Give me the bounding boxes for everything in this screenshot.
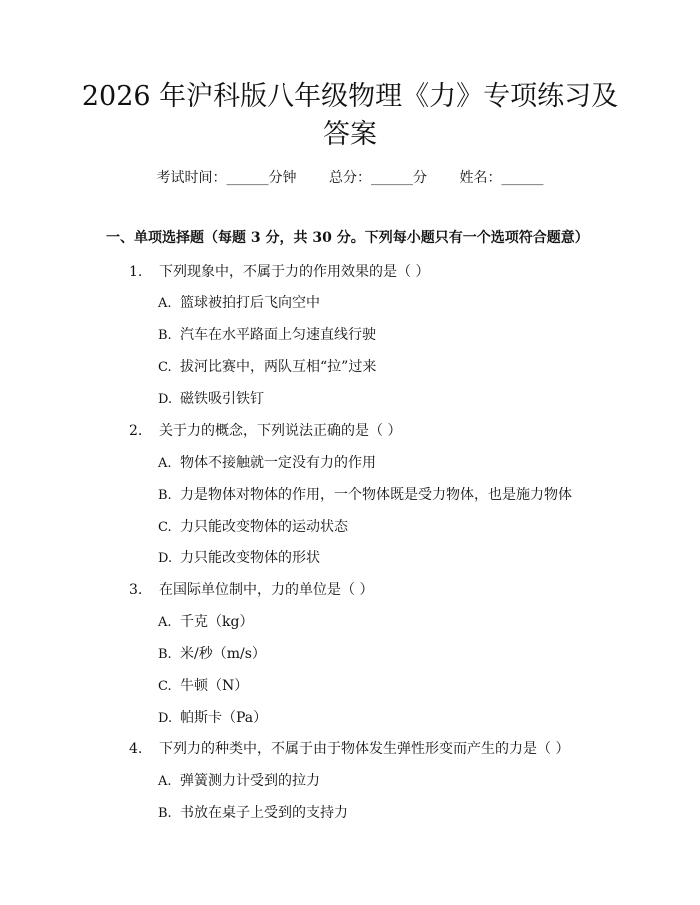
option-letter: B. bbox=[158, 647, 172, 662]
option-letter: B. bbox=[158, 488, 172, 503]
option-letter: D. bbox=[158, 551, 173, 566]
total-score-field: 总分：______分 bbox=[329, 170, 427, 186]
question-2 bbox=[129, 421, 401, 441]
question-1-option-a bbox=[158, 293, 320, 314]
option-text: 力是物体对物体的作用，一个物体既是受力物体，也是施力物体 bbox=[180, 487, 572, 503]
option-letter: C. bbox=[158, 520, 172, 535]
question-number: 4. bbox=[129, 741, 143, 757]
option-letter: A. bbox=[158, 615, 172, 630]
option-letter: A. bbox=[158, 774, 172, 789]
question-2-option-a bbox=[158, 453, 376, 474]
document-title bbox=[60, 78, 640, 154]
question-1 bbox=[129, 262, 429, 282]
question-1-option-d bbox=[158, 389, 264, 410]
question-3-option-a bbox=[158, 612, 253, 633]
question-text: 下列力的种类中，不属于由于物体发生弹性形变而产生的力是（ ） bbox=[159, 741, 570, 757]
option-letter: D. bbox=[158, 711, 173, 726]
option-text: 弹簧测力计受到的拉力 bbox=[180, 773, 320, 789]
question-2-option-d bbox=[158, 548, 320, 569]
option-text: 力只能改变物体的运动状态 bbox=[180, 519, 348, 535]
option-text: 物体不接触就一定没有力的作用 bbox=[180, 455, 376, 471]
option-text: 帕斯卡（Pa） bbox=[180, 710, 268, 726]
option-text: 书放在桌子上受到的支持力 bbox=[180, 805, 348, 821]
question-number: 1. bbox=[129, 264, 143, 280]
title-line-1: 2026 年沪科版八年级物理《力》专项练习及 bbox=[81, 81, 619, 112]
question-text: 在国际单位制中，力的单位是（ ） bbox=[159, 582, 374, 598]
option-text: 汽车在水平路面上匀速直线行驶 bbox=[180, 327, 376, 343]
question-4-option-a bbox=[158, 771, 320, 792]
question-3-option-d bbox=[158, 708, 267, 729]
question-text: 下列现象中，不属于力的作用效果的是（ ） bbox=[159, 264, 430, 280]
question-3 bbox=[129, 580, 373, 600]
question-number: 3. bbox=[129, 582, 143, 598]
student-name-field: 姓名：______ bbox=[459, 170, 544, 186]
option-text: 拔河比赛中，两队互相“拉”过来 bbox=[180, 359, 377, 375]
option-letter: A. bbox=[158, 296, 172, 311]
question-1-option-b bbox=[158, 325, 376, 346]
option-text: 篮球被拍打后飞向空中 bbox=[180, 295, 320, 311]
option-text: 千克（kg） bbox=[180, 614, 254, 630]
question-2-option-b bbox=[158, 485, 572, 506]
option-letter: B. bbox=[158, 328, 172, 343]
option-letter: B. bbox=[158, 806, 172, 821]
section-heading: 一、单项选择题（每题 3 分，共 30 分。下列每小题只有一个选项符合题意） bbox=[106, 230, 589, 246]
option-text: 牛顿（N） bbox=[180, 678, 249, 694]
option-text: 力只能改变物体的形状 bbox=[180, 550, 320, 566]
exam-info bbox=[0, 168, 700, 188]
option-text: 米/秒（m/s） bbox=[180, 646, 266, 662]
option-letter: C. bbox=[158, 679, 172, 694]
question-3-option-c bbox=[158, 676, 248, 697]
option-letter: D. bbox=[158, 392, 173, 407]
question-number: 2. bbox=[129, 423, 143, 439]
option-letter: A. bbox=[158, 456, 172, 471]
question-4-option-b bbox=[158, 803, 348, 824]
question-2-option-c bbox=[158, 517, 348, 538]
option-letter: C. bbox=[158, 360, 172, 375]
question-text: 关于力的概念，下列说法正确的是（ ） bbox=[159, 423, 402, 439]
question-4 bbox=[129, 739, 569, 759]
option-text: 磁铁吸引铁钉 bbox=[180, 391, 264, 407]
question-3-option-b bbox=[158, 644, 266, 665]
title-line-2: 答案 bbox=[323, 119, 377, 150]
exam-time-field: 考试时间：______分钟 bbox=[156, 170, 297, 186]
question-1-option-c bbox=[158, 357, 376, 378]
